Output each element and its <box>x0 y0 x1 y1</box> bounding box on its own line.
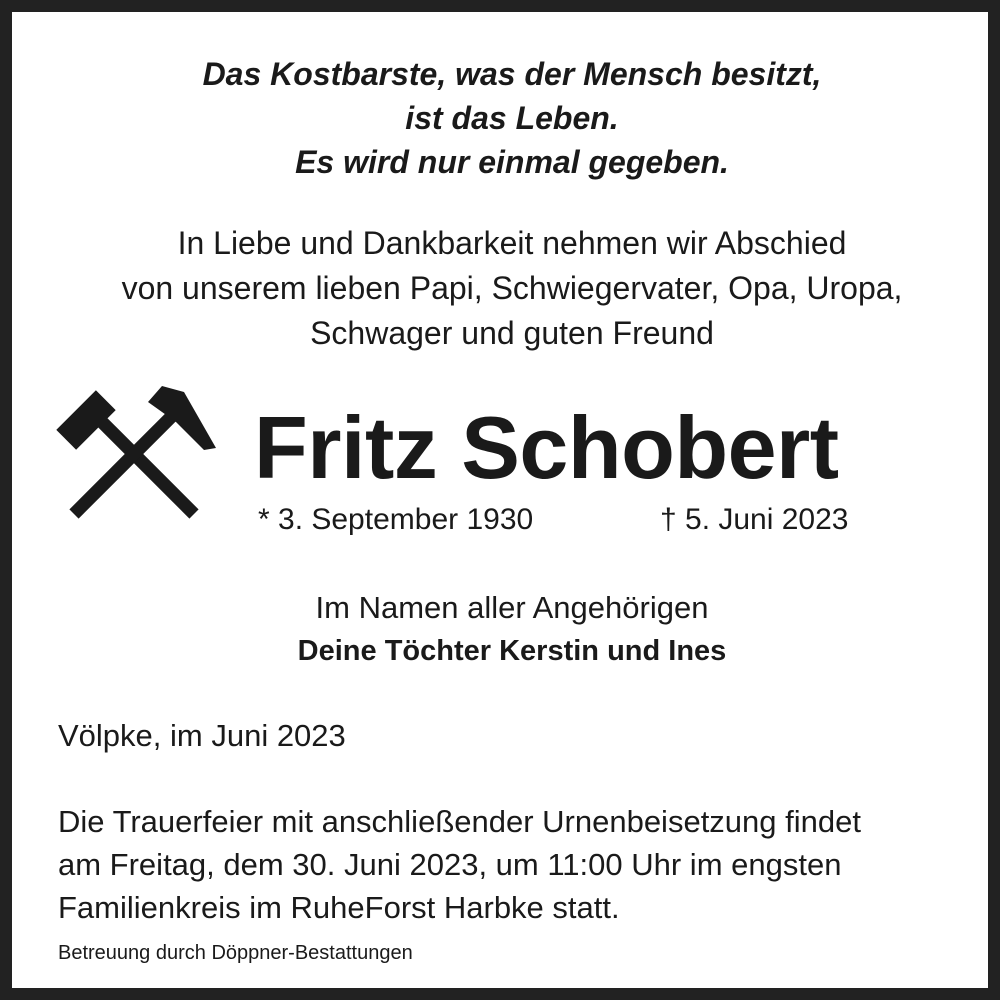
quote-line: ist das Leben. <box>405 100 619 136</box>
death-date: † 5. Juni 2023 <box>660 503 849 536</box>
memorial-quote <box>24 52 1000 184</box>
ceremony-line: Die Trauerfeier mit anschließender Urnenbeisetzung findet <box>58 804 861 839</box>
place-and-date: Völpke, im Juni 2023 <box>58 718 346 753</box>
quote-line: Es wird nur einmal gegeben. <box>295 144 729 180</box>
birth-date: * 3. September 1930 <box>258 503 534 536</box>
ceremony-details <box>58 800 861 929</box>
signature-intro: Im Namen aller Angehörigen <box>315 590 709 625</box>
funeral-home-credit: Betreuung durch Döppner-Bestattungen <box>58 942 413 964</box>
intro-line: Schwager und guten Freund <box>310 315 714 351</box>
deceased-name: Fritz Schobert <box>254 398 839 497</box>
hammer-and-pick-icon <box>56 382 218 524</box>
signature-names: Deine Töchter Kerstin und Ines <box>297 635 727 667</box>
intro-line: von unserem lieben Papi, Schwiegervater, Opa, Uropa, <box>121 270 903 306</box>
intro-line: In Liebe und Dankbarkeit nehmen wir Abschied <box>177 225 847 261</box>
ceremony-line: am Freitag, dem 30. Juni 2023, um 11:00 Uhr im engsten <box>58 847 842 882</box>
ceremony-line: Familienkreis im RuheForst Harbke statt. <box>58 890 620 925</box>
farewell-intro <box>24 221 1000 356</box>
quote-line: Das Kostbarste, was der Mensch besitzt, <box>202 56 822 92</box>
